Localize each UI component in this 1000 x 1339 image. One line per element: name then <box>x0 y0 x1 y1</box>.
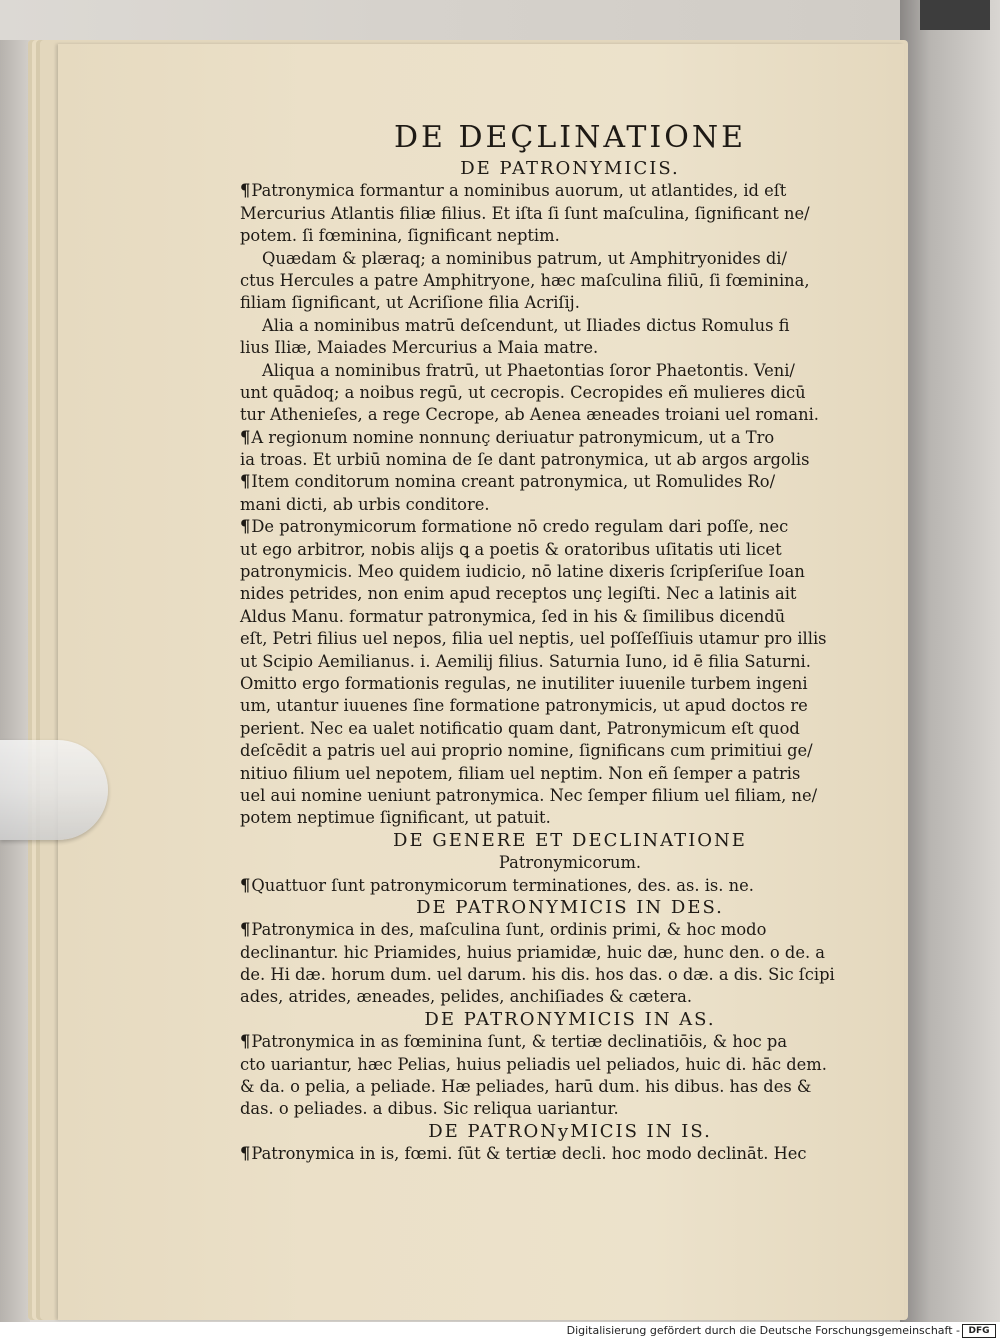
text-line: das. o peliades. a dibus. Sic reliqua uariantur. <box>240 1099 619 1119</box>
section-subheading: Patronymicorum. <box>498 853 642 873</box>
text-line: cto uariantur, hæc Pelias, huius peliadis uel peliados, huic di. hāc dem. <box>240 1054 827 1074</box>
paragraph-4 <box>240 360 900 427</box>
footer-bar <box>0 1322 1000 1339</box>
text-line: nides petrides, non enim apud receptos unç legiſti. Nec a latinis ait <box>240 584 797 604</box>
text-line: tur Athenieſes, a rege Cecrope, ab Aenea æneades troiani uel romani. <box>240 405 819 425</box>
pilcrow-icon: ¶ <box>240 1032 251 1052</box>
text-line: lius Iliæ, Maiades Mercurius a Maia matre. <box>240 338 599 358</box>
text-line: ctus Hercules a patre Amphitryone, hæc maſculina filiū, ſi fœminina, <box>240 270 810 290</box>
text-line: declinantur. hic Priamides, huius priamidæ, huic dæ, hunc den. o de. a <box>240 942 826 962</box>
pilcrow-icon: ¶ <box>240 181 251 201</box>
paragraph-11 <box>240 1143 900 1165</box>
text-line: mani dicti, ab urbis conditore. <box>240 494 490 514</box>
pilcrow-icon: ¶ <box>240 920 251 940</box>
text-line: um, utantur iuuenes ſine formatione patronymicis, ut apud doctos re <box>240 696 808 716</box>
text-line: ¶Patronymica formantur a nominibus auorum, ut atlantides, id eſt <box>240 181 787 201</box>
text-line: unt quādoq; a noibus regū, ut cecropis. Cecropides eñ mulieres dicū <box>240 382 806 402</box>
page-title: DE DEÇLINATIONE <box>393 120 747 155</box>
section-heading-genere: DE GENERE ET DECLINATIONE <box>393 829 747 851</box>
page-text <box>240 118 900 1166</box>
section-heading-patronymicis: DE PATRONYMICIS. <box>460 158 680 179</box>
text-line: potem. ſi fœminina, ſignificant neptim. <box>240 226 560 246</box>
text-line: ¶Patronymica in is, fœmi. ſūt & tertiæ decli. hoc modo declināt. Hec <box>240 1144 807 1164</box>
text-line: ¶A regionum nomine nonnunç deriuatur patronymicum, ut a Tro <box>240 427 775 447</box>
dfg-logo-icon: DFG <box>962 1324 996 1338</box>
text-line: ¶Patronymica in as fœminina ſunt, & tertiæ declinatiōis, & hoc pa <box>240 1032 788 1052</box>
paragraph-3 <box>240 315 900 360</box>
text-line: potem neptimue ſignificant, ut patuit. <box>240 808 551 828</box>
section-heading-as: DE PATRONYMICIS IN AS. <box>424 1008 716 1030</box>
book-spine-shadow <box>0 40 30 1322</box>
pilcrow-icon: ¶ <box>240 875 251 895</box>
text-line: ¶Patronymica in des, maſculina ſunt, ordinis primi, & hoc modo <box>240 920 767 940</box>
footer-credit: Digitalisierung gefördert durch die Deutsche Forschungsgemeinschaft - <box>566 1324 960 1337</box>
text-line: ut Scipio Aemilianus. i. Aemilij filius. Saturnia Iuno, id ē filia Saturni. <box>240 651 811 671</box>
pilcrow-icon: ¶ <box>240 427 251 447</box>
paragraph-2 <box>240 248 900 315</box>
paragraph-10 <box>240 1031 900 1121</box>
page-clip <box>0 740 108 840</box>
text-line: perient. Nec ea ualet notificatio quam dant, Patronymicum eſt quod <box>240 718 800 738</box>
text-line: ¶Item conditorum nomina creant patronymica, ut Romulides Ro/ <box>240 472 776 492</box>
text-line: ¶Quattuor ſunt patronymicorum terminationes, des. as. is. ne. <box>240 875 754 895</box>
text-line: filiam ſignificant, ut Acriſione filia Acriſij. <box>240 293 580 313</box>
paragraph-6 <box>240 471 900 516</box>
text-line: eſt, Petri filius uel nepos, filia uel neptis, uel poſſeſſiuis utamur pro illis <box>240 629 827 649</box>
text-line: ¶De patronymicorum formatione nō credo regulam dari poſſe, nec <box>240 517 789 537</box>
opposite-page-edge <box>900 0 1000 1322</box>
paragraph-7 <box>240 516 900 829</box>
section-heading-is: DE PATRONyMICIS IN IS. <box>428 1120 712 1142</box>
text-line: ades, atrides, æneades, pelides, anchiſiades & cætera. <box>240 987 693 1007</box>
text-line: & da. o pelia, a peliade. Hæ peliades, harū dum. his dibus. has des & <box>240 1077 812 1097</box>
paragraph-5 <box>240 427 900 472</box>
text-line: ia troas. Et urbiū nomina de ſe dant patronymica, ut ab argos argolis <box>240 450 810 470</box>
text-line: patronymicis. Meo quidem iudicio, nō latine dixeris ſcripſeriſue Ioan <box>240 562 805 582</box>
paragraph-8 <box>240 875 900 897</box>
text-line: Alia a nominibus matrū deſcendunt, ut Iliades dictus Romulus fi <box>262 315 790 335</box>
text-line: ut ego arbitror, nobis alijs ꝗ a poetis & oratoribus uſitatis uti licet <box>240 539 782 559</box>
pilcrow-icon: ¶ <box>240 472 251 492</box>
text-line: uel aui nomine ueniunt patronymica. Nec ſemper filium uel filiam, ne/ <box>240 785 818 805</box>
text-line: Mercurius Atlantis filiæ filius. Et iſta ſi ſunt maſculina, ſignificant ne/ <box>240 203 810 223</box>
paragraph-1 <box>240 180 900 247</box>
text-line: Aldus Manu. formatur patronymica, ſed in his & ſimilibus dicendū <box>240 606 786 626</box>
binding-tab <box>920 0 990 30</box>
pilcrow-icon: ¶ <box>240 517 251 537</box>
text-line: nitiuo filium uel nepotem, filiam uel neptim. Non eñ ſemper a patris <box>240 763 801 783</box>
text-line: Omitto ergo formationis regulas, ne inutiliter iuuenile turbem ingeni <box>240 673 808 693</box>
paragraph-9 <box>240 919 900 1009</box>
text-line: de. Hi dæ. horum dum. uel darum. his dis. hos das. o dæ. a dis. Sic ſcipi <box>240 965 835 985</box>
text-line: Quædam & plæraq; a nominibus patrum, ut Amphitryonides di/ <box>262 248 787 268</box>
pilcrow-icon: ¶ <box>240 1144 251 1164</box>
text-line: deſcēdit a patris uel aui proprio nomine, ſignificans cum primitiui ge/ <box>240 741 813 761</box>
text-line: Aliqua a nominibus fratrū, ut Phaetontias ſoror Phaetontis. Veni/ <box>262 360 795 380</box>
section-heading-des: DE PATRONYMICIS IN DES. <box>416 896 724 918</box>
